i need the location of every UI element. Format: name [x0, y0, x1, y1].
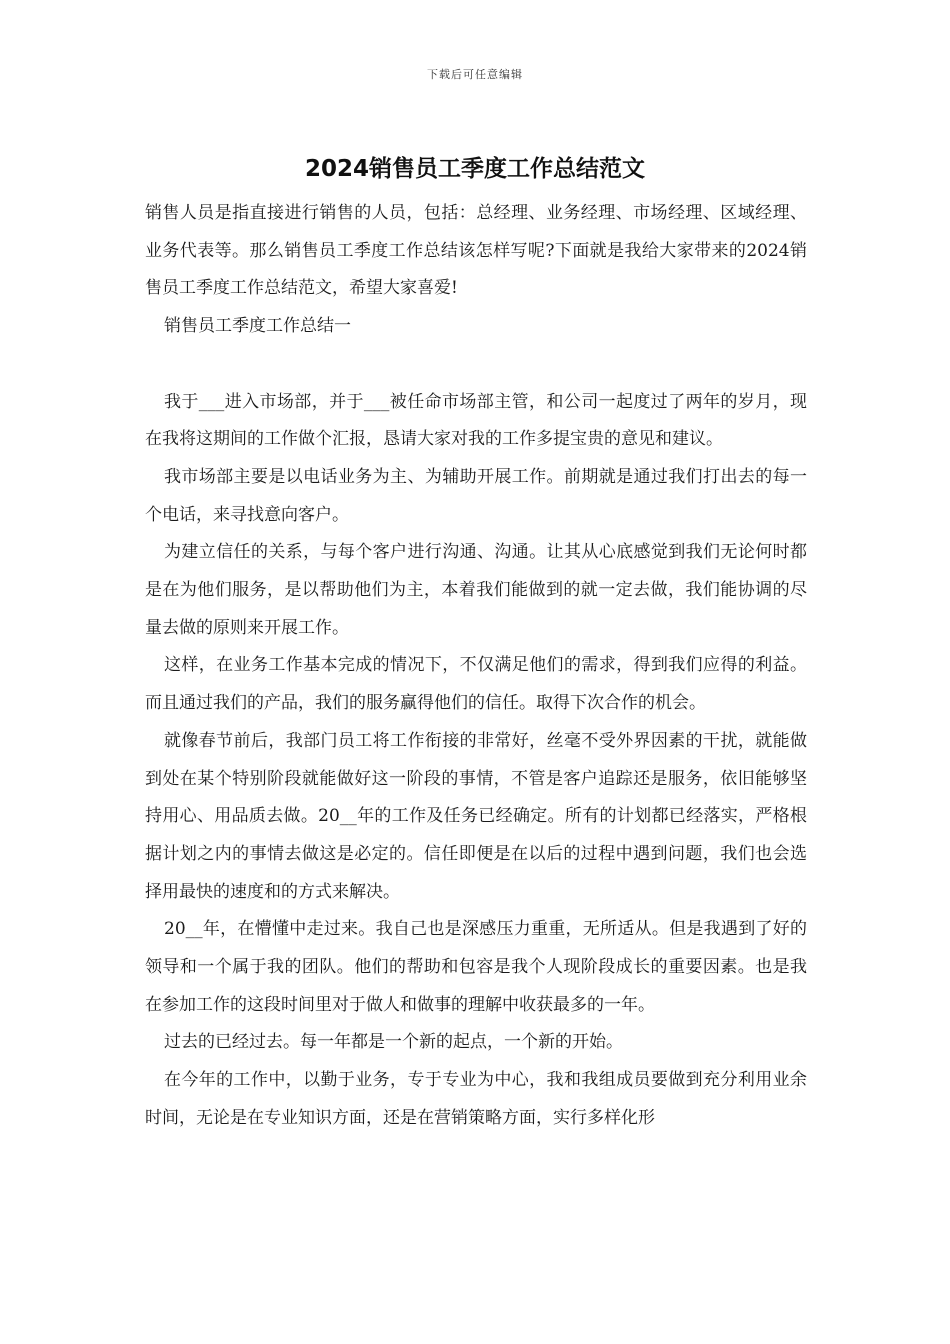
header-note: 下载后可任意编辑	[427, 68, 523, 81]
body-paragraph: 过去的已经过去。每一年都是一个新的起点，一个新的开始。	[164, 1032, 623, 1053]
body-paragraph: 我于___进入市场部，并于___被任命市场部主管，和公司一起度过了两年的岁月，现在我将这期间的工作做个汇报，恳请大家对我的工作多提宝贵的意见和建议。	[145, 391, 807, 450]
body-paragraph: 就像春节前后，我部门员工将工作衔接的非常好，丝毫不受外界因素的干扰，就能做到处在某个特别阶段就能做好这一阶段的事情，不管是客户追踪还是服务，依旧能够坚持用心、用品质去做。20__年的工作及任务已经确定。所有的计划都已经落实，严格根据计划之内的事情去做这是必定的。信任即便是在以后的过程中遇到问题，我们也会选择用最快的速度和的方式来解决。	[145, 730, 807, 902]
section-heading: 销售员工季度工作总结一	[164, 316, 351, 337]
body-paragraph: 在今年的工作中，以勤于业务，专于专业为中心，我和我组成员要做到充分利用业余时间，无论是在专业知识方面，还是在营销策略方面，实行多样化形	[145, 1070, 807, 1128]
document-body	[145, 195, 807, 1138]
body-paragraph: 我市场部主要是以电话业务为主、为辅助开展工作。前期就是通过我们打出去的每一个电话，来寻找意向客户。	[145, 466, 807, 525]
body-paragraph: 这样，在业务工作基本完成的情况下，不仅满足他们的需求，得到我们应得的利益。而且通过我们的产品，我们的服务赢得他们的信任。取得下次合作的机会。	[145, 655, 807, 714]
intro-paragraph: 销售人员是指直接进行销售的人员，包括：总经理、业务经理、市场经理、区域经理、业务代表等。那么销售员工季度工作总结该怎样写呢?下面就是我给大家带来的2024销售员工季度工作总结范文，希望大家喜爱!	[145, 203, 807, 299]
body-paragraph: 为建立信任的关系，与每个客户进行沟通、沟通。让其从心底感觉到我们无论何时都是在为他们服务，是以帮助他们为主，本着我们能做到的就一定去做，我们能协调的尽量去做的原则来开展工作。	[145, 542, 807, 638]
body-paragraph: 20__年，在懵懂中走过来。我自己也是深感压力重重，无所适从。但是我遇到了好的领导和一个属于我的团队。他们的帮助和包容是我个人现阶段成长的重要因素。也是我在参加工作的这段时间里对于做人和做事的理解中收获最多的一年。	[145, 919, 807, 1015]
document-title: 2024销售员工季度工作总结范文	[304, 156, 645, 182]
